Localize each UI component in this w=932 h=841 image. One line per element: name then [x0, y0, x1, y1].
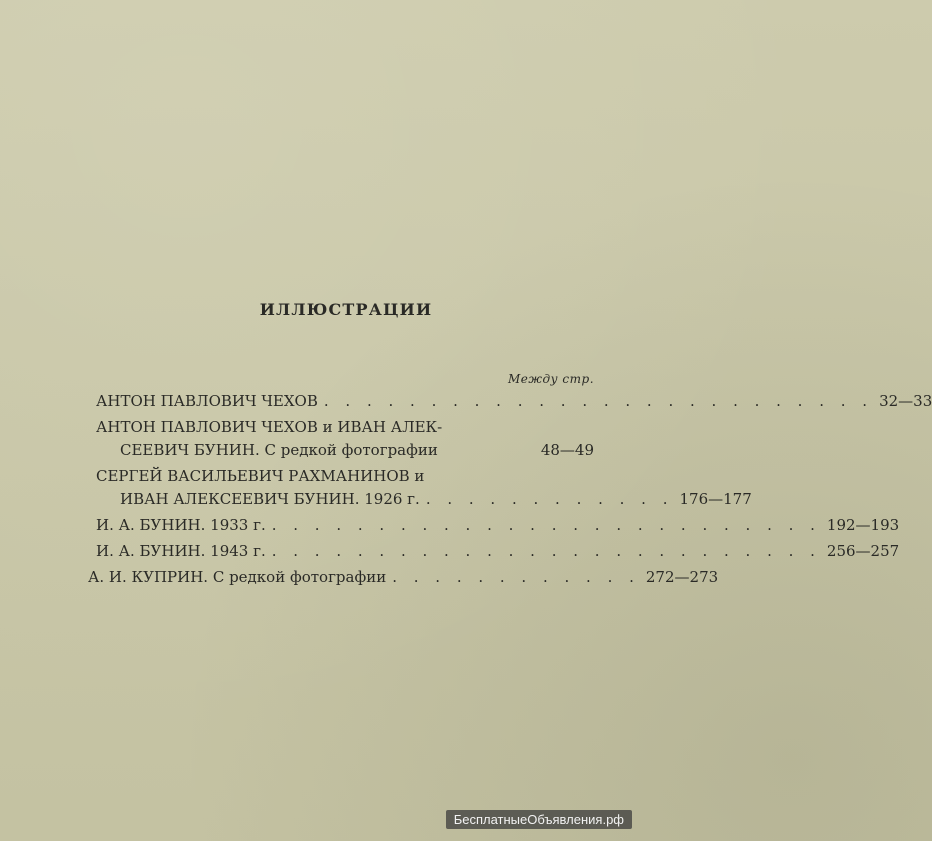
entry-pages: 32—33: [879, 392, 932, 410]
leader-dots: . . . . . . . . . . . .: [392, 568, 640, 586]
leader-dots: . . . . . . . . . . . . . . . . . . . . . . . . . .: [271, 516, 821, 534]
list-item: [88, 566, 719, 589]
entry-title: АНТОН ПАВЛОВИЧ ЧЕХОВ: [96, 392, 318, 410]
entry-title: И. А. БУНИН. 1943 г.: [96, 542, 266, 560]
watermark-logo: БесплатныеОбъявления.рф: [446, 810, 632, 829]
entry-pages: 256—257: [826, 542, 900, 560]
leader-dots: . . . . . . . . . . . .: [425, 490, 674, 508]
entry-pages: 176—177: [679, 490, 752, 508]
entry-pages: 272—273: [645, 568, 719, 586]
entry-title: СЕРГЕЙ ВАСИЛЬЕВИЧ РАХМАНИНОВ и: [96, 467, 425, 485]
entry-title-continued: СЕЕВИЧ БУНИН. С редкой фотографии: [120, 441, 438, 459]
entry-title: АНТОН ПАВЛОВИЧ ЧЕХОВ и ИВАН АЛЕК-: [96, 418, 443, 436]
entry-pages: 192—193: [826, 516, 900, 534]
entry-title: И. А. БУНИН. 1933 г.: [96, 516, 266, 534]
list-item: [96, 465, 752, 511]
list-item: [96, 540, 900, 563]
list-item: [96, 416, 594, 462]
entry-title-continued: ИВАН АЛЕКСЕЕВИЧ БУНИН. 1926 г.: [120, 490, 420, 508]
page-title: ИЛЛЮСТРАЦИИ: [259, 300, 433, 319]
entry-line: [96, 465, 594, 488]
list-item: [96, 514, 900, 537]
leader-dots: . . . . . . . . . . . . . . . . . . . . . . . . . .: [271, 542, 821, 560]
list-item: [96, 390, 932, 413]
illustrations-list: [88, 390, 932, 592]
entry-line: [96, 416, 594, 439]
leader-dots: . . . . . . . . . . . . . . . . . . . . . . . . . .: [323, 392, 874, 410]
entry-pages: 48—49: [540, 441, 594, 459]
column-header: Между стр.: [508, 372, 595, 386]
entry-title: А. И. КУПРИН. С редкой фотографии: [88, 568, 387, 586]
